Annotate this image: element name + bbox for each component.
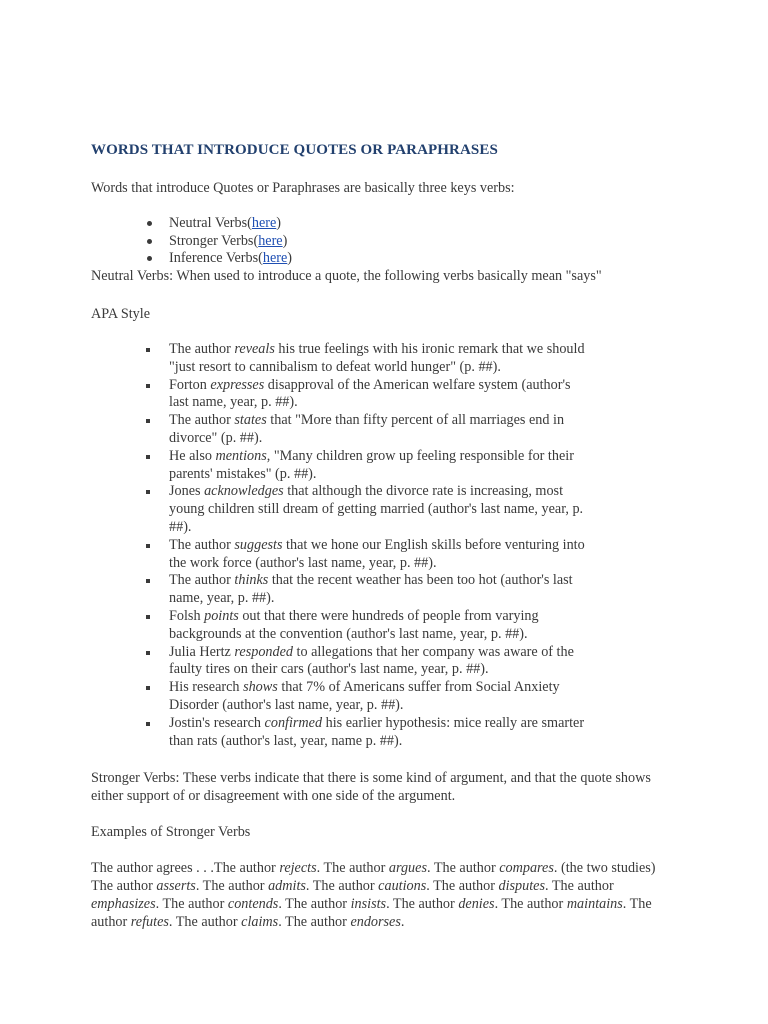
example-post: to allegations that her company was aware of the faulty tires on their cars (author's last name, year, p. ##). [169,643,574,678]
example-verb: mentions [215,447,267,464]
example-pre: The author [323,860,389,876]
example-post: . [305,878,313,894]
apa-style-heading: APA Style [91,306,151,322]
example-post: . [545,878,552,894]
square-bullet-icon [146,348,150,352]
example-pre: His research [169,679,244,696]
example-pre: The author [501,896,567,912]
example-post: . [195,878,203,894]
here-link[interactable]: here [258,232,283,249]
example-pre: The author [392,896,459,912]
example-verb: acknowledges [204,483,284,500]
example-verb: argues [388,860,427,876]
verb-type-label: Stronger Verbs( [169,232,259,249]
example-verb: states [234,412,267,429]
example-verb: emphasizes [91,896,156,912]
verb-types-list [145,214,292,267]
example-verb: maintains [566,896,623,912]
list-item [145,537,585,573]
list-item [145,232,292,250]
example-verb: admits [268,878,306,894]
list-item [145,341,585,377]
example-verb: asserts [156,878,196,894]
example-post: . [278,896,286,912]
list-item [145,608,585,644]
example-post: that we hone our English skills before venturing into the work force (author's last name, year, p. ##). [169,536,585,571]
example-verb: rejects [279,860,317,876]
example-verb: reveals [234,341,275,357]
example-pre: The author [285,914,351,930]
example-post: . [426,860,434,876]
list-item [145,483,585,536]
example-verb: contends [227,896,279,912]
example-pre: The author [175,914,242,930]
list-item [145,214,292,232]
paren: ) [287,250,293,267]
verb-type-label: Inference Verbs( [169,250,263,267]
example-pre: Julia Hertz [169,643,235,660]
square-bullet-icon [146,686,150,690]
example-post: that the recent weather has been too hot (author's last name, year, p. ##). [169,572,573,607]
example-post: . [278,914,286,930]
square-bullet-icon [146,490,150,494]
example-post: that 7% of Americans suffer from Social Anxiety Disorder (author's last name, year, p. ##). [169,679,560,713]
example-verb: responded [234,643,293,660]
example-post: out that there were hundreds of people from varying backgrounds at the convention (author's last name, year, p. ##). [169,607,539,642]
list-item [145,715,585,751]
example-pre: The author [202,878,269,894]
stronger-verbs-heading: Examples of Stronger Verbs [91,824,251,840]
example-post: . [400,914,405,930]
example-verb: refutes [130,914,169,930]
example-post: . [386,896,393,912]
example-verb: expresses [210,376,265,393]
square-bullet-icon [146,722,150,726]
example-pre: The author [91,878,157,894]
example-pre: The author [169,341,235,357]
example-post: disapproval of the American welfare system (author's last name, year, p. ##). [169,376,571,411]
example-verb: points [204,607,239,624]
example-verb: denies [458,896,495,912]
list-item [145,679,585,715]
example-post: . [494,896,502,912]
example-post: that "More than fifty percent of all marriages end in divorce" (p. ##). [169,412,565,446]
example-pre: Folsh [169,607,205,624]
square-bullet-icon [146,615,150,619]
example-post: his earlier hypothesis: mice really are smarter than rats (author's last, year, name p. ##). [169,714,585,749]
example-pre: The author [551,878,614,894]
square-bullet-icon [146,544,150,548]
stronger-verbs-intro: Stronger Verbs: These verbs indicate that there is some kind of argument, and that the quote shows either support of or disagreement with one side of the argument. [91,770,651,804]
example-pre: The author [169,536,235,553]
example-verb: insists [350,896,387,912]
here-link[interactable]: here [262,250,288,267]
example-verb: confirmed [264,714,323,731]
example-verb: thinks [234,572,269,589]
verb-type-label: Neutral Verbs( [169,215,252,231]
square-bullet-icon [146,455,150,459]
example-verb: claims [241,914,279,930]
example-pre: The author [433,878,499,894]
example-pre: The author [162,896,228,912]
square-bullet-icon [146,384,150,388]
list-item [145,412,585,448]
apa-examples-list [145,341,585,750]
example-verb: disputes [498,878,546,894]
list-item [145,249,292,267]
bullet-icon [147,221,152,226]
example-post: . [426,878,434,894]
square-bullet-icon [146,579,150,583]
paren: ) [282,232,288,249]
example-pre: He also [169,447,216,464]
example-pre: Jostin's research [169,714,265,731]
example-post: . [168,914,176,930]
example-verb: shows [243,679,278,696]
example-pre: The author [213,860,280,876]
stronger-verbs-examples [91,859,671,931]
bullet-icon [147,239,152,244]
example-pre: Forton [169,376,211,393]
example-post: that although the divorce rate is increasing, most young children still dream of getting married (author's last name, year, p. ##). [169,483,584,535]
intro-paragraph: Words that introduce Quotes or Paraphrases are basically three keys verbs: [91,180,515,196]
example-pre: Jones [169,483,205,500]
square-bullet-icon [146,419,150,423]
example-post: . [316,860,324,876]
square-bullet-icon [146,651,150,655]
example-verb: suggests [234,536,283,553]
example-pre: The author [169,412,235,429]
list-item [145,448,585,484]
example-post: , "Many children grow up feeling responsible for their parents' mistakes" (p. ##). [169,447,574,482]
example-pre: The author [285,896,351,912]
example-post: . [622,896,630,912]
example-pre: The author [91,896,652,930]
example-pre: The author [433,860,500,876]
example-post: . (the two studies) [553,860,656,876]
example-pre: The author [169,572,235,589]
example-verb: endorses [350,914,401,930]
list-item [145,644,585,680]
example-verb: compares [499,860,554,876]
example-pre: The author [312,878,379,894]
page-title: WORDS THAT INTRODUCE QUOTES OR PARAPHRASES [91,142,498,158]
list-item [145,377,585,413]
paren: ) [276,215,282,231]
example-post: his true feelings with his ironic remark that we should "just resort to cannibalism to defeat world hunger" (p. ##). [169,341,585,375]
neutral-verbs-intro: Neutral Verbs: When used to introduce a quote, the following verbs basically mean "says" [91,268,602,284]
bullet-icon [147,256,152,261]
example-verb: cautions [378,878,427,894]
example-post: . [155,896,163,912]
here-link[interactable]: here [251,215,277,231]
list-item [145,572,585,608]
examples-lead: The author agrees . . . [91,860,214,876]
